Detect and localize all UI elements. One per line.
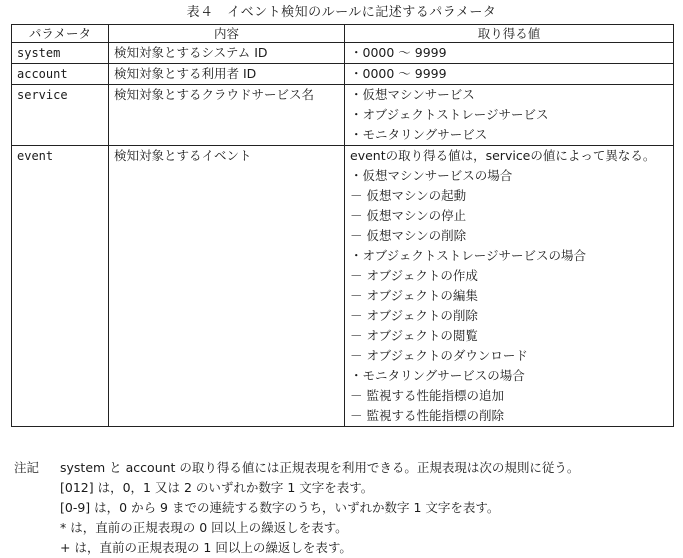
note-rule: [0-9] は，0 から 9 までの連続する数字のうち，いずれか数字 1 文字を表す。 — [60, 500, 500, 515]
value-intro: eventの取り得る値は，serviceの値によって異なる。 — [350, 148, 656, 163]
parameter-table — [11, 24, 674, 427]
value-item: － 監視する性能指標の追加 — [350, 388, 504, 403]
table-row-event — [12, 146, 674, 427]
value-item: － オブジェクトの削除 — [350, 308, 478, 323]
value-item: ・仮想マシンサービス — [350, 87, 475, 102]
value-item: － 仮想マシンの削除 — [350, 228, 467, 243]
value-item: ・オブジェクトストレージサービス — [350, 107, 549, 122]
value-item: － 仮想マシンの停止 — [350, 208, 467, 223]
value-item: － オブジェクトの編集 — [350, 288, 478, 303]
param-content: 検知対象とするクラウドサービス名 — [109, 85, 345, 146]
header-param: パラメータ — [12, 25, 109, 43]
value-item: － オブジェクトの閲覧 — [350, 328, 478, 343]
note-text: system と account の取り得る値には正規表現を利用できる。正規表現は次の規則に従う。 — [60, 460, 580, 475]
table-caption: 表４ イベント検知のルールに記述するパラメータ — [186, 5, 497, 20]
value-item: － 仮想マシンの起動 — [350, 188, 467, 203]
value-item: － 監視する性能指標の削除 — [350, 408, 504, 423]
param-name: event — [12, 146, 109, 427]
notes-section — [14, 458, 674, 558]
table-row-service — [12, 85, 674, 146]
value-item: － オブジェクトの作成 — [350, 268, 478, 283]
value-item: ・モニタリングサービス — [350, 127, 488, 142]
table-row-account — [12, 64, 674, 85]
value-item: ・オブジェクトストレージサービスの場合 — [350, 248, 587, 263]
param-values: ・0000 ～ 9999 — [345, 43, 674, 64]
param-values — [345, 146, 674, 427]
param-content: 検知対象とするシステム ID — [109, 43, 345, 64]
param-values — [345, 85, 674, 146]
param-values: ・0000 ～ 9999 — [345, 64, 674, 85]
table-row-system — [12, 43, 674, 64]
table-header-row — [12, 25, 674, 43]
note-label: 注記 — [14, 460, 40, 475]
param-name: service — [12, 85, 109, 146]
note-rule: * は，直前の正規表現の 0 回以上の繰返しを表す。 — [60, 520, 348, 535]
header-values: 取り得る値 — [345, 25, 674, 43]
param-content: 検知対象とする利用者 ID — [109, 64, 345, 85]
param-name: system — [12, 43, 109, 64]
header-content: 内容 — [109, 25, 345, 43]
note-main — [14, 458, 674, 478]
param-content: 検知対象とするイベント — [109, 146, 345, 427]
param-name: account — [12, 64, 109, 85]
note-rule: [012] は，0，1 又は 2 のいずれか数字 1 文字を表す。 — [60, 480, 374, 495]
note-rule: + は，直前の正規表現の 1 回以上の繰返しを表す。 — [60, 540, 352, 555]
value-item: ・モニタリングサービスの場合 — [350, 368, 525, 383]
value-item: － オブジェクトのダウンロード — [350, 348, 528, 363]
value-item: ・仮想マシンサービスの場合 — [350, 168, 513, 183]
